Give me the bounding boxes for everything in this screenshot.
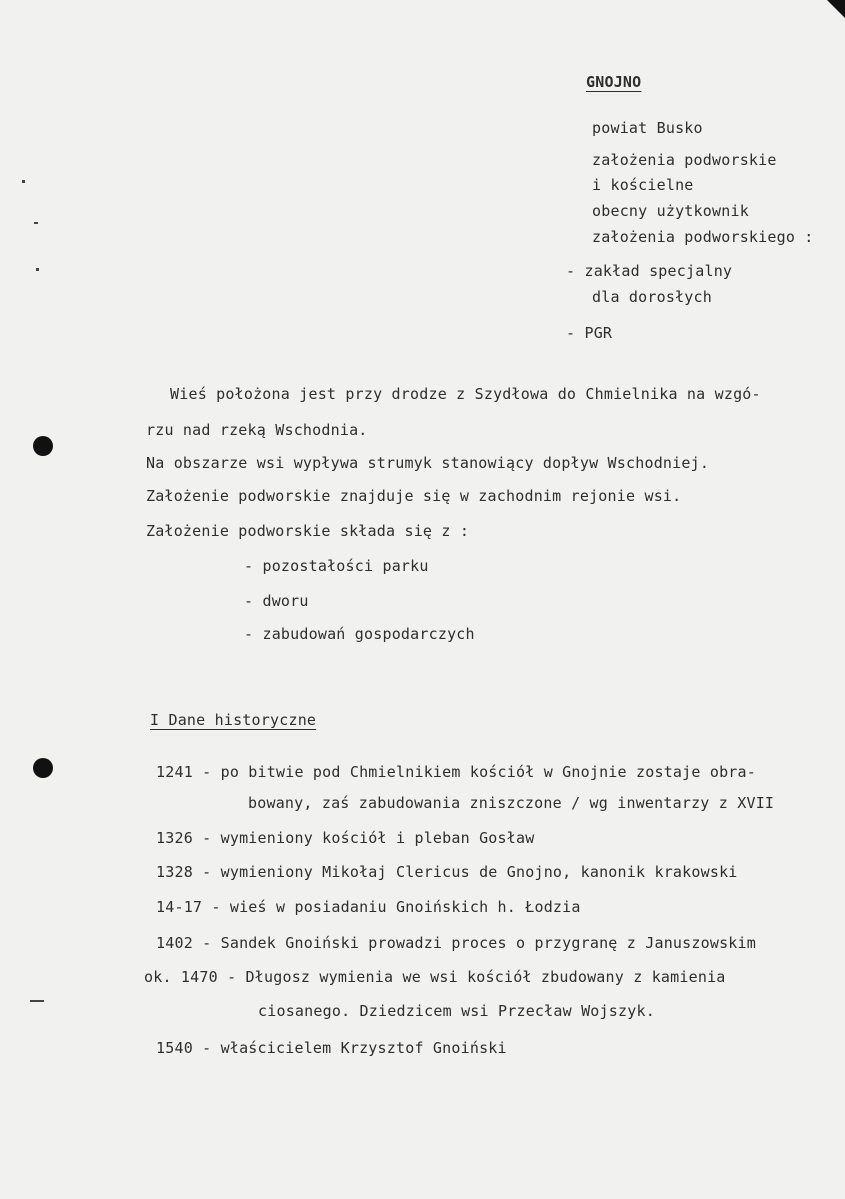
intro-item: - pozostałości parku <box>244 557 429 575</box>
owner-a-line1: - zakład specjalny <box>566 262 733 280</box>
margin-speck <box>34 222 38 224</box>
history-entry: 1540 - właścicielem Krzysztof Gnoiński <box>156 1039 507 1057</box>
history-entry: 1241 - po bitwie pod Chmielnikiem kościół w Gnojnie zostaje obra- <box>156 763 756 781</box>
history-entry: 1328 - wymieniony Mikołaj Clericus de Gnojno, kanonik krakowski <box>156 863 738 881</box>
history-entry: ok. 1470 - Długosz wymienia we wsi kościół zbudowany z kamienia <box>144 968 726 986</box>
punch-hole <box>33 758 53 778</box>
intro-line5: Założenie podworskie składa się z : <box>146 522 470 540</box>
intro-line4: Założenie podworskie znajduje się w zachodnim rejonie wsi. <box>146 487 682 505</box>
intro-line1: Wieś położona jest przy drodze z Szydłowa do Chmielnika na wzgó- <box>170 385 761 403</box>
owner-label-line2: założenia podworskiego : <box>592 228 814 246</box>
margin-speck <box>36 268 39 271</box>
margin-speck <box>22 180 25 183</box>
history-entry: 1402 - Sandek Gnoiński prowadzi proces o przygranę z Januszowskim <box>156 934 756 952</box>
site-type-line1: założenia podworskie <box>592 151 777 169</box>
site-type-line2: i kościelne <box>592 176 694 194</box>
corner-mark <box>827 0 845 18</box>
history-entry: 1326 - wymieniony kościół i pleban Gosław <box>156 829 535 847</box>
owner-b: - PGR <box>566 324 613 342</box>
history-entry-continuation: ciosanego. Dziedzicem wsi Przecław Wojszyk. <box>258 1002 655 1020</box>
intro-item: - zabudowań gospodarczych <box>244 625 475 643</box>
owner-label-line1: obecny użytkownik <box>592 202 749 220</box>
page-title: GNOJNO <box>586 73 642 91</box>
district: powiat Busko <box>592 119 703 137</box>
section-heading: I Dane historyczne <box>150 711 317 729</box>
owner-a-line2: dla dorosłych <box>592 288 712 306</box>
history-entry: 14-17 - wieś w posiadaniu Gnoińskich h. Łodzia <box>156 898 581 916</box>
intro-line3: Na obszarze wsi wypływa strumyk stanowiący dopływ Wschodniej. <box>146 454 710 472</box>
history-entry-continuation: bowany, zaś zabudowania zniszczone / wg inwentarzy z XVII <box>248 794 775 812</box>
intro-line2: rzu nad rzeką Wschodnia. <box>146 421 368 439</box>
punch-hole <box>33 436 53 456</box>
intro-item: - dworu <box>244 592 309 610</box>
margin-speck <box>30 1000 44 1002</box>
